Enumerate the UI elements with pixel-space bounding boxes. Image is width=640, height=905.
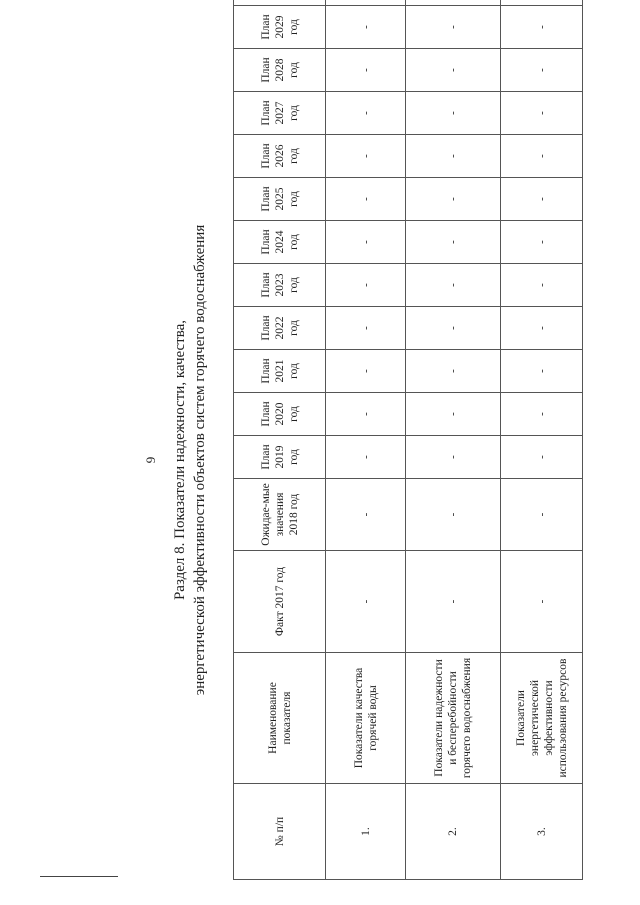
row-value-cell: - <box>501 221 583 264</box>
header-plan-5: План 2024 год <box>234 221 326 264</box>
header-plan-6: План 2025 год <box>234 178 326 221</box>
row-value-cell: - <box>326 479 406 551</box>
table-row <box>501 0 583 880</box>
header-fact: Факт 2017 год <box>234 551 326 653</box>
row-indicator-name: Показатели качества горячей воды <box>326 653 406 784</box>
table-body <box>326 0 583 880</box>
header-plan-9: План 2028 год <box>234 49 326 92</box>
row-value-cell: - <box>406 92 501 135</box>
row-value-cell: - <box>406 264 501 307</box>
row-value-cell: - <box>326 307 406 350</box>
row-number: 2. <box>406 784 501 880</box>
row-value-cell: - <box>501 135 583 178</box>
row-value-cell: - <box>406 307 501 350</box>
row-value-cell: - <box>326 393 406 436</box>
row-value-cell: - <box>406 49 501 92</box>
row-value-cell: - <box>406 6 501 49</box>
row-value-cell: - <box>501 6 583 49</box>
row-indicator-name: Показатели энергетической эффективности использования ресурсов <box>501 653 583 784</box>
header-expected: Ожидае-мые значения 2018 год <box>234 479 326 551</box>
row-value-cell: - <box>406 393 501 436</box>
row-indicator-name: Показатели надежности и бесперебойности горячего водоснабжения <box>406 653 501 784</box>
section-title-line-1: Раздел 8. Показатели надежности, качества, <box>172 319 188 601</box>
row-value-cell: - <box>501 92 583 135</box>
row-value-cell: - <box>501 350 583 393</box>
row-value-cell: - <box>326 436 406 479</box>
rotated-page-content <box>140 14 569 880</box>
row-value-cell: - <box>326 551 406 653</box>
header-plan-2: План 2021 год <box>234 350 326 393</box>
section-title <box>170 100 210 820</box>
row-value-cell: - <box>406 551 501 653</box>
row-value-cell: - <box>406 135 501 178</box>
row-value-cell: - <box>406 178 501 221</box>
row-value-cell: - <box>326 92 406 135</box>
header-plan-1: План 2020 год <box>234 393 326 436</box>
row-value-cell <box>501 0 583 6</box>
row-value-cell: - <box>501 307 583 350</box>
row-value-cell: - <box>326 221 406 264</box>
row-value-cell <box>326 0 406 6</box>
table-row <box>326 0 406 880</box>
header-plan-0: План 2019 год <box>234 436 326 479</box>
header-num: № п/п <box>234 784 326 880</box>
row-value-cell: - <box>501 436 583 479</box>
header-plan-4: План 2023 год <box>234 264 326 307</box>
table-header-row <box>234 0 326 880</box>
header-plan-11 <box>234 0 326 6</box>
row-value-cell: - <box>406 221 501 264</box>
row-value-cell: - <box>326 350 406 393</box>
page-number: 9 <box>143 456 158 464</box>
row-value-cell <box>406 0 501 6</box>
indicators-table <box>233 0 583 880</box>
row-number: 3. <box>501 784 583 880</box>
row-value-cell: - <box>406 479 501 551</box>
header-plan-7: План 2026 год <box>234 135 326 178</box>
row-value-cell: - <box>501 178 583 221</box>
header-plan-8: План 2027 год <box>234 92 326 135</box>
row-number: 1. <box>326 784 406 880</box>
footer-rule <box>40 876 118 877</box>
row-value-cell: - <box>501 479 583 551</box>
row-value-cell: - <box>501 551 583 653</box>
row-value-cell: - <box>326 49 406 92</box>
row-value-cell: - <box>406 436 501 479</box>
row-value-cell: - <box>501 49 583 92</box>
row-value-cell: - <box>406 350 501 393</box>
header-plan-10: План 2029 год <box>234 6 326 49</box>
header-plan-3: План 2022 год <box>234 307 326 350</box>
section-title-line-2: энергетической эффективности объектов систем горячего водоснабжения <box>192 224 208 696</box>
row-value-cell: - <box>326 264 406 307</box>
header-name: Наименование показателя <box>234 653 326 784</box>
table-row <box>406 0 501 880</box>
row-value-cell: - <box>326 135 406 178</box>
row-value-cell: - <box>326 178 406 221</box>
row-value-cell: - <box>501 264 583 307</box>
row-value-cell: - <box>501 393 583 436</box>
row-value-cell: - <box>326 6 406 49</box>
